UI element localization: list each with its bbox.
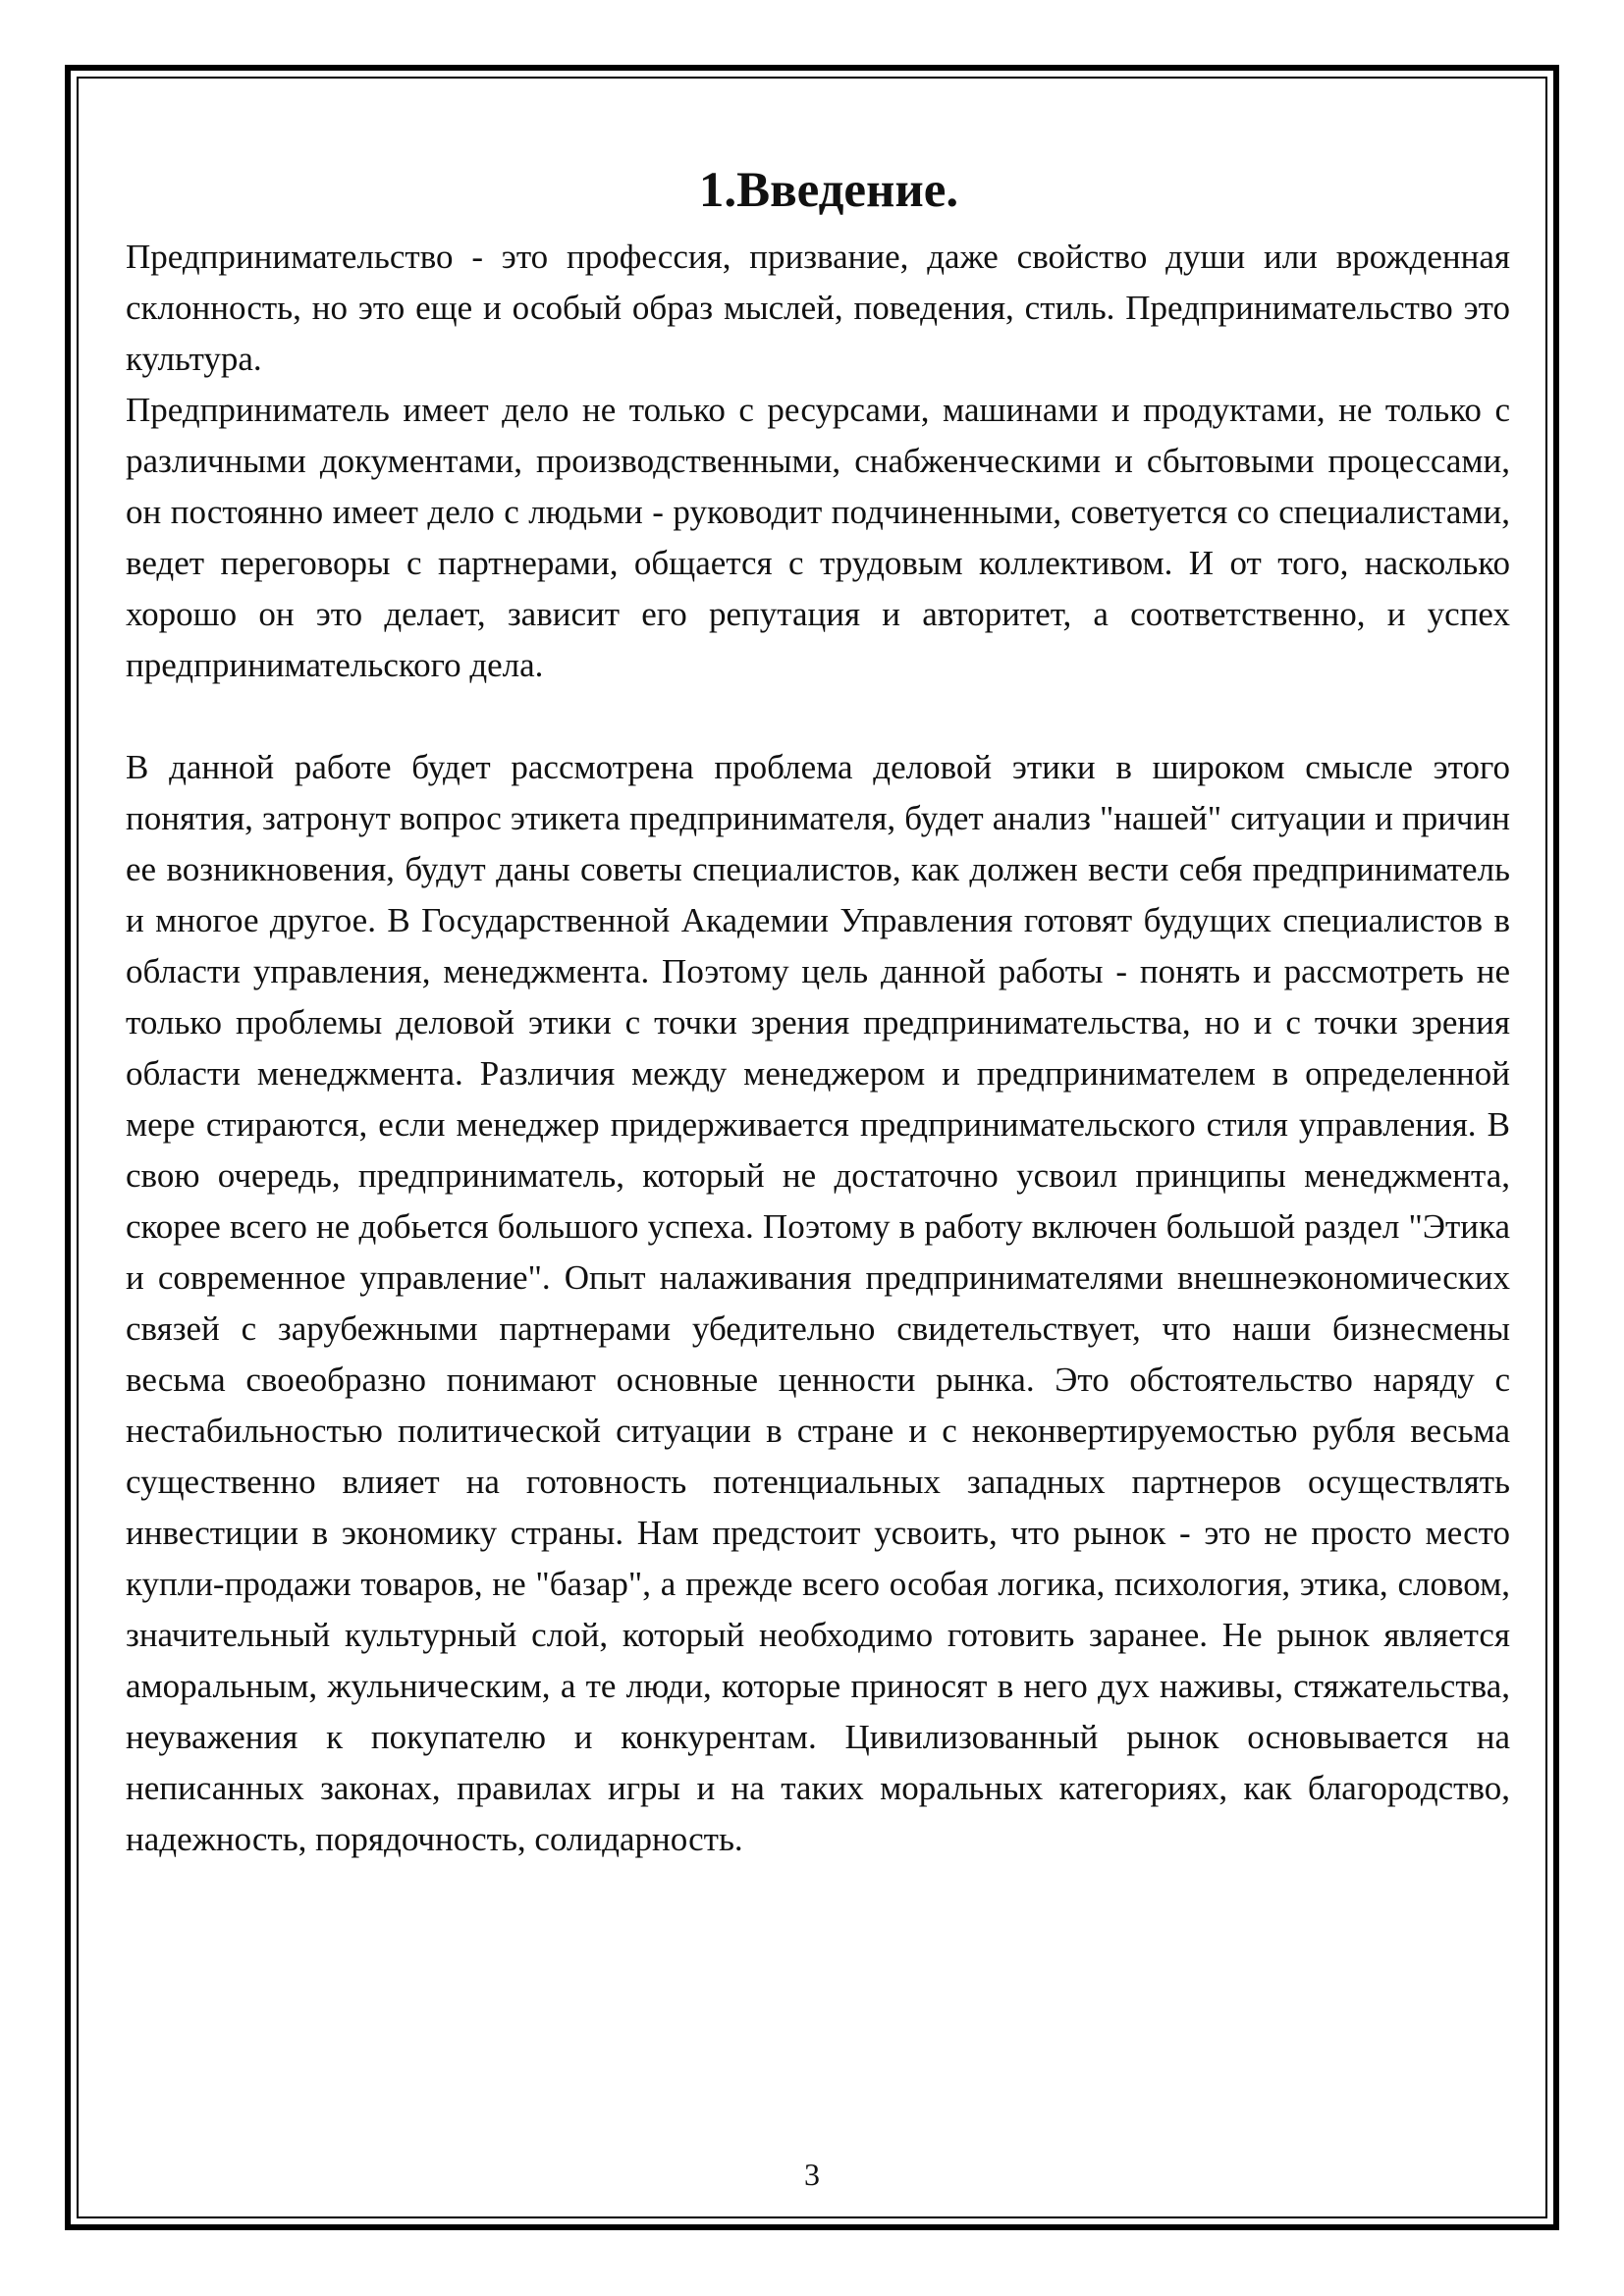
paragraph-3: В данной работе будет рассмотрена проблема деловой этики в широком смысле этого понятия, затронут вопрос этикета предпринимателя, будет анализ "нашей" ситуации и причин ее возникновения, будут даны советы специалистов, как должен вести себя предприниматель и многое другое. В Государственной Академии Управления готовят будущих специалистов в области управления, менеджмента. Поэтому цель данной работы - понять и рассмотреть не только проблемы деловой этики с точки зрения предпринимательства, но и с точки зрения области менеджмента. Различия между менеджером и предпринимателем в определенной мере стираются, если менеджер придерживается предпринимательского стиля управления. В свою очередь, предприниматель, который не достаточно усвоил принципы менеджмента, скорее всего не добьется большого успеха. Поэтому в работу включен большой раздел "Этика и современное управление". Опыт налаживания предпринимателями внешнеэкономических связей с зарубежными партнерами убедительно свидетельствует, что наши бизнесмены весьма своеобразно понимают основные ценности рынка. Это обстоятельство наряду с нестабильностью политической ситуации в стране и с неконвертируемостью рубля весьма существенно влияет на готовность потенциальных западных партнеров осуществлять инвестиции в экономику страны. Нам предстоит усвоить, что рынок - это не просто место купли-продажи товаров, не "базар", а прежде всего особая логика, психология, этика, словом, значительный культурный слой, который необходимо готовить заранее. Не рынок является аморальным, жульническим, а те люди, которые приносят в него дух наживы, стяжательства, неуважения к покупателю и конкурентам. Цивилизованный рынок основывается на неписанных законах, правилах игры и на таких моральных категориях, как благородство, надежность, порядочность, солидарность.: [126, 748, 1510, 1858]
page-content: [126, 155, 1510, 1865]
paragraph-2: Предприниматель имеет дело не только с ресурсами, машинами и продуктами, не только с различными документами, производственными, снабженческими и сбытовыми процессами, он постоянно имеет дело с людьми - руководит подчиненными, советуется со специалистами, ведет переговоры с партнерами, общается с трудовым коллективом. И от того, насколько хорошо он это делает, зависит его репутация и авторитет, а соответственно, и успех предпринимательского дела.: [126, 391, 1510, 684]
page-number: 3: [804, 2157, 820, 2192]
paragraph-gap: [126, 691, 1510, 742]
paragraph-1: Предпринимательство - это профессия, призвание, даже свойство души или врожденная склонность, но это еще и особый образ мыслей, поведения, стиль. Предпринимательство это культура.: [126, 238, 1510, 378]
section-title: 1.Введение.: [698, 163, 959, 218]
